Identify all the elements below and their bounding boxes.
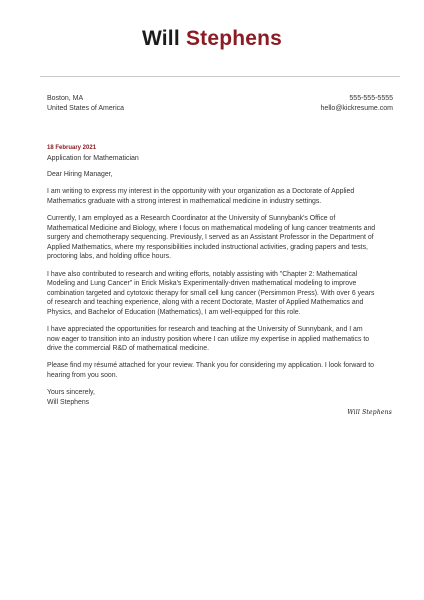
letter-subject: Application for Mathematician (47, 155, 139, 162)
address-city: Boston, MA (47, 95, 84, 102)
last-name: Stephens (185, 27, 283, 50)
first-name: Will (141, 27, 180, 50)
body-paragraph: I am writing to express my interest in the opportunity with your organization as a Doctorate of Applied Mathematics graduate with a strong interest in mathematical medicine in industry settings. (47, 188, 355, 205)
body-paragraph: I have also contributed to research and writing efforts, notably assisting with "Chapter 2: Mathematical Modeling and Lung Cancer" in Erick Miska's Experimentally-driven mathematical modeling to improve combination targeted and cytotoxic therapy for small cell lung cancer (Persimmon Press). With over 6 years of research and teaching experience, along with a recent Doctorate, Master of Applied Mathematics and Physics, and Bachelor of Education (Mathematics), I am well-equipped for this role. (47, 270, 375, 316)
letter-date: 18 February 2021 (47, 145, 97, 151)
body-paragraph: Please find my résumé attached for your review. Thank you for considering my application. I look forward to hearing from you soon. (47, 362, 374, 380)
address-block (47, 94, 124, 114)
closing-phrase: Yours sincerely, (47, 389, 95, 397)
closing-name: Will Stephens (47, 398, 90, 406)
applicant-name (0, 27, 424, 51)
letter-body (47, 170, 377, 407)
contact-block (321, 94, 393, 114)
email-address: hello@kickresume.com (320, 105, 393, 112)
address-country: United States of America (47, 105, 125, 112)
header-divider (40, 76, 400, 77)
handwritten-signature: Will Stephens (347, 409, 392, 416)
body-paragraph: Currently, I am employed as a Research Coordinator at the University of Sunnybank's Office of Mathematical Medicine and Biology, where I focus on mathematical modeling of lung cancer treatments and surgery and chemotherapy sequencing. Previously, I served as an Assistant Professor in the Department of Applied Mathematics, where my responsibilities included instructional activities, grading papers and tests, proctoring labs, and holding office hours. (47, 214, 376, 261)
greeting: Dear Hiring Manager, (47, 171, 113, 178)
phone-number: 555-555-5555 (349, 95, 393, 102)
body-paragraph: I have appreciated the opportunities for research and teaching at the University of Sunnybank, and I am now eager to transition into an industry position where I can utilize my expertise in applied mathematics to drive the commercial R&D of mathematical medicine. (47, 326, 370, 353)
